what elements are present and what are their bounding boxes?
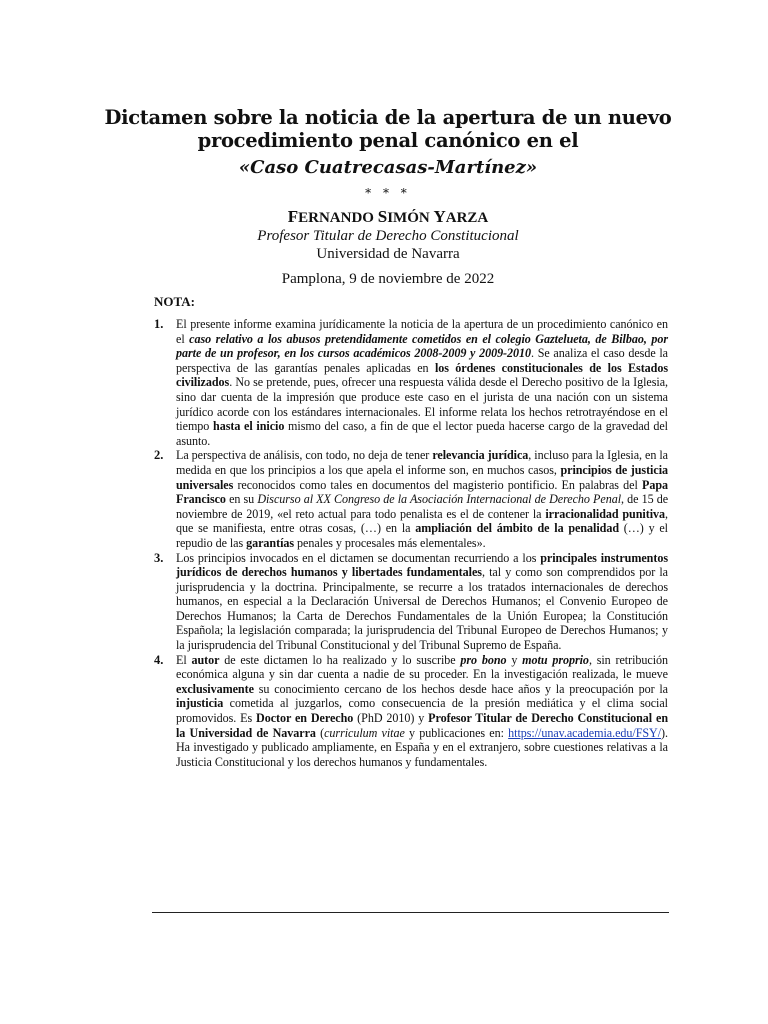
- note-bold: exclusivamente: [176, 681, 254, 696]
- note-item: [154, 653, 668, 770]
- note-bold: garantías: [246, 535, 295, 550]
- note-text: (…) y el repudio de las: [176, 521, 668, 550]
- separator-stars: * * *: [365, 186, 411, 200]
- note-text: . No se pretende, pues, ofrecer una respuesta válida desde el Derecho positivo de la Iglesia, sino dar cuenta de la impresión que produce este caso en el jurista de una nación con un sistema jurídico acorde con los estándares internacionales. El informe relata los hechos retrotrayéndose en el tiempo: [176, 375, 668, 434]
- note-text: Los principios invocados en el dictamen se documentan recurriendo a los: [176, 550, 541, 565]
- case-subtitle: «Caso Cuatrecasas-Martínez»: [238, 157, 538, 178]
- note-text: . Se analiza el caso desde la perspectiva de las garantías penales aplicadas en: [176, 346, 668, 375]
- note-text: El presente informe examina jurídicamente la noticia de la apertura de un procedimiento canónico en el: [176, 317, 668, 346]
- note-bold: principios de justicia universales: [176, 462, 668, 492]
- note-text: La perspectiva de análisis, con todo, no deja de tener: [176, 448, 433, 463]
- note-item: [154, 448, 668, 550]
- notes-list: [154, 317, 668, 769]
- note-bold: los órdenes constitucionales de los Estados civilizados: [176, 360, 668, 390]
- note-bold-italic: pro bono: [460, 652, 507, 667]
- author-initial-f: F: [287, 207, 299, 226]
- note-text: en su: [225, 492, 258, 507]
- note-item: [154, 317, 668, 448]
- title-line-1: Dictamen sobre la noticia de la apertura de un nuevo: [104, 106, 672, 129]
- note-bold: relevancia jurídica: [432, 448, 529, 463]
- note-text: reconocidos como tales en documentos del magisterio pontificio. En palabras del: [233, 477, 642, 492]
- author-name-part: ARZA: [445, 210, 489, 226]
- note-number: 2.: [154, 448, 164, 463]
- note-bold: hasta el inicio: [213, 419, 285, 434]
- note-bold: irracionalidad punitiva: [545, 506, 665, 521]
- note-number: 4.: [154, 652, 164, 667]
- note-text: y: [506, 652, 523, 667]
- note-text: , sin retribución económica alguna y sin dar cuenta a nadie de su proceder. En la investigación realizada, le mueve: [176, 652, 669, 682]
- note-bold: Papa Francisco: [176, 477, 668, 507]
- note-text: mismo del caso, a fin de que el lector pueda hacerse cargo de la gravedad del asunto.: [176, 419, 668, 448]
- note-bold: Profesor Titular de Derecho Constitucional en la Universidad de Navarra: [176, 711, 668, 740]
- note-text: cometida al juzgarlos, como consecuencia de la presión mediática y el clima social promovidos. Es: [176, 696, 668, 726]
- nota-label: NOTA:: [154, 294, 195, 309]
- author-initial-y: Y: [433, 207, 446, 226]
- note-bold: autor: [191, 652, 220, 667]
- note-text: , tal y como son comprendidos por la jurisprudencia y la doctrina. Principalmente, se recurre a los tratados internacionales de derechos humanos, en especial a la Declaración Universal de Derechos Humanos; el Convenio Europeo de Derechos Humanos; la Carta de Derechos Fundamentales de la Unión Europea; la Constitución Española; la legislación comparada; la jurisprudencia del Tribunal Europeo de Derechos Humanos; y la jurisprudencia del Tribunal Constitucional y del Tribunal Supremo de España.: [176, 565, 668, 653]
- author-initial-s: S: [377, 207, 388, 226]
- note-number: 3.: [154, 550, 164, 565]
- note-number: 1.: [154, 317, 164, 331]
- note-bold: Doctor en Derecho: [256, 711, 354, 726]
- note-text: , que se manifiesta, entre otras cosas, (…) en la: [176, 506, 668, 536]
- note-text: su conocimiento cercano de los hechos desde hace años y la preocupación por la: [253, 681, 668, 696]
- footnote-separator-line: [152, 912, 669, 913]
- note-text: de este dictamen lo ha realizado y lo suscribe: [219, 652, 461, 667]
- note-text: (PhD 2010) y: [353, 711, 429, 726]
- note-text: y publicaciones en:: [404, 725, 509, 740]
- title-line-2: procedimiento penal canónico en el: [197, 129, 579, 152]
- note-text: penales y procesales más elementales».: [294, 535, 486, 550]
- note-italic: curriculum vitae: [324, 725, 405, 740]
- note-text: , incluso para la Iglesia, en la medida en que los principios a los que apela el informe son, en muchos casos,: [176, 448, 668, 477]
- note-text: , de 15 de noviembre de 2019, «el reto actual para todo penalista es el de contener la: [176, 492, 669, 521]
- note-bold-italic: caso relativo a los abusos pretendidamente cometidos en el colegio Gaztelueta, de Bilbao, por parte de un profesor, en los cursos académicos 2008-2009 y 2009-2010: [176, 331, 669, 361]
- author-position: Profesor Titular de Derecho Constitucional: [257, 228, 519, 244]
- note-text: (: [315, 725, 325, 740]
- note-italic: Discurso al XX Congreso de la Asociación Internacional de Derecho Penal: [257, 492, 622, 507]
- author-name: [100, 207, 676, 227]
- author-name-part: IMÓN: [387, 210, 434, 226]
- academia-link[interactable]: https://unav.academia.edu/FSY/: [508, 725, 662, 740]
- note-text: ). Ha investigado y publicado ampliamente, en España y en el extranjero, sobre cuestiones relativas a la Justicia Constitucional y los derechos humanos y fundamentales.: [176, 725, 668, 769]
- note-bold: injusticia: [176, 696, 224, 711]
- note-text: El: [176, 652, 192, 667]
- note-bold: principales instrumentos jurídicos de derechos humanos y libertades fundamentales: [176, 550, 668, 580]
- dateline: Pamplona, 9 de noviembre de 2022: [281, 271, 495, 287]
- note-bold: ampliación del ámbito de la penalidad: [415, 521, 619, 536]
- author-name-part: ERNANDO: [298, 210, 378, 226]
- document-title: [100, 106, 676, 152]
- note-bold-italic: motu proprio: [522, 652, 589, 667]
- note-item: [154, 551, 668, 653]
- author-university: Universidad de Navarra: [316, 246, 460, 262]
